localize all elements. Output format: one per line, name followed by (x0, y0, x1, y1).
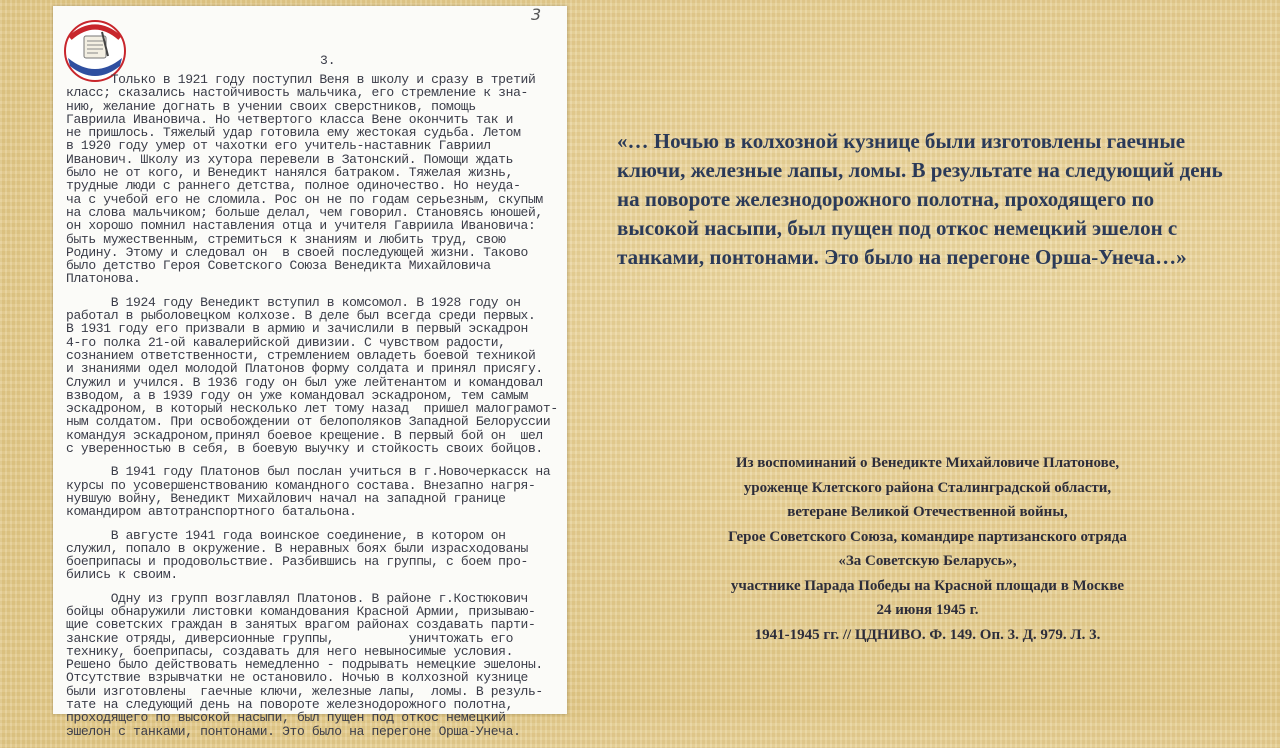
source-caption (640, 451, 1215, 647)
document-paragraph: В 1941 году Платонов был послан учиться в г.Новочеркасск на курсы по усовершенствованию командного состава. Внезапно нагря- нувшую войну, Венедикт Михайлович начал на западной границе командиром автотранспортного батальона. (66, 464, 551, 520)
source-line: 1941-1945 гг. // ЦДНИВО. Ф. 149. Оп. 3. Д. 979. Л. 3. (754, 626, 1101, 643)
source-line: уроженце Клетского района Сталинградской области, (743, 479, 1112, 496)
highlighted-quote: «… Ночью в колхозной кузнице были изготовлены гаечные ключи, железные лапы, ломы. В результате на следующий день на повороте железнодорожного полотна, проходящего по высокой насыпи, был пущен под откос немецкий эшелон с танками, понтонами. Это было на перегоне Орша-Унеча…» (617, 129, 1223, 269)
source-line: 24 июня 1945 г. (876, 602, 979, 618)
document-paragraph: Только в 1921 году поступил Веня в школу и сразу в третий класс; сказались настойчивость мальчика, его стремление к зна- нию, желание догнать в учении своих сверстников, помощь Гавриила Ивановича. Но четвертого класса Вене окончить так и не пришлось. Тяжелый удар готовила ему жестокая судьба. Летом в 1920 году умер от чахотки его учитель-наставник Гавриил Иванович. Школу из хутора перевели в Затонский. Помощи ждать было не от кого, и Венедикт нанялся батраком. Тяжелая жизнь, трудные люди с раннего детства, полное одиночество. Но неуда- ча с учебой его не сломила. Рос он не по годам серьезным, скупым на слова мальчиком; больше делал, чем говорил. Становясь юношей, он хорошо помнил наставления отца и учителя Гавриила Ивановича: быть мужественным, стремиться к знаниям и любить труд, свою Родину. Этому и следовал он в своей последующей жизни. Таково было детство Героя Советского Союза Венедикта Михайловича Платонова. (66, 72, 543, 287)
typed-page-number: 3. (320, 53, 336, 68)
typewritten-text (66, 73, 564, 748)
source-line: Из воспоминаний о Венедикте Михайловиче Платонове, (735, 455, 1120, 471)
document-paragraph: В августе 1941 года воинское соединение, в котором он служил, попало в окружение. В неравных боях были израсходованы боеприпасы и продовольствие. Разбившись на группы, с боем про- бились к своим. (66, 527, 528, 583)
archival-document-page (53, 5, 567, 739)
handwritten-page-number: 3 (531, 5, 542, 24)
source-line: Герое Советского Союза, командире партизанского отряда (728, 528, 1127, 545)
source-line: ветеране Великой Отечественной войны, (787, 504, 1068, 520)
document-paragraph: В 1924 году Венедикт вступил в комсомол. В 1928 году он работал в рыболовецком колхозе. В деле был всегда среди первых. В 1931 году его призвали в армию и зачислили в первый эскадрон 4-го полка 21-ой кавалерийской дивизии. С чувством радости, сознанием ответственности, стремлением овладеть боевой техникой и знаниями одел молодой Платонов форму солдата и принял присягу. Служил и учился. В 1936 году он был уже лейтенантом и командовал взводом, а в 1939 году он уже командовал эскадроном, тем самым эскадроном, в который несколько лет тому назад пришел малограмот- ным солдатом. При освобождении от белополяков Западной Белоруссии командуя эскадроном,принял боевое крещение. В первый бой он шел с уверенностью в себя, в боевую выучку и стойкость своих бойцов. (66, 294, 558, 457)
document-paragraph: Одну из групп возглавлял Платонов. В районе г.Костюкович бойцы обнаружили листовки командования Красной Армии, призываю- щие советских граждан в занятых врагом районах создавать парти- занские отряды, диверсионные группы, уничтожать его технику, боеприпасы, создавать для него невыносимые условия. Решено было действовать немедленно - подрывать немецкие эшелоны. Отсутствие взрывчатки не остановило. Ночью в колхозной кузнице были изготовлены гаечные ключи, железные лапы, ломы. В резуль- тате на следующий день на повороте железнодорожного полотна, проходящего по высокой насыпи, был пущен под откос немецкий эшелон с танками, понтонами. Это было на перегоне Орша-Унеча. (66, 590, 543, 739)
source-line: участнике Парада Победы на Красной площади в Москве (730, 577, 1125, 594)
source-line: «За Советскую Беларусь», (838, 553, 1017, 569)
